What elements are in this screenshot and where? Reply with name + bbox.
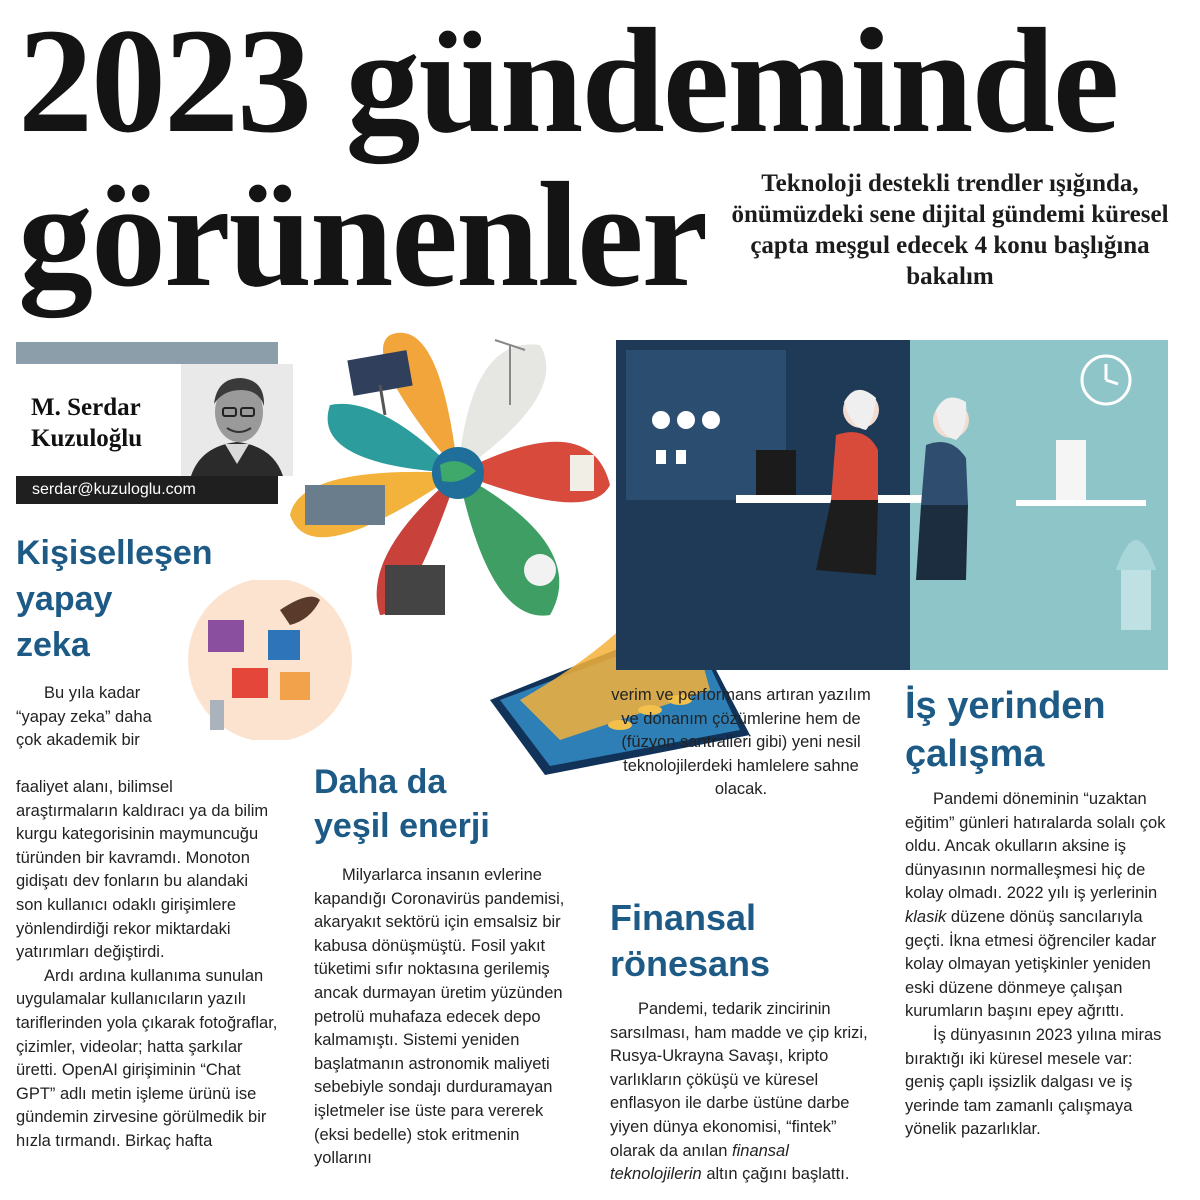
puzzle-piece-icon — [268, 630, 300, 660]
deck-subheading: Teknoloji destekli trendler ışığında, önümüzdeki sene dijital gündemi küresel çapta meşgul edecek 4 konu başlığına bakalım — [731, 170, 1169, 290]
headline-line-1: 2023 gündeminde — [18, 0, 1118, 164]
ai-body-text: faaliyet alanı, bilimsel araştırmaların kaldıracı ya da bilim kurgu kategorisinin maymuncuğu türünden bir kavramdı. Monoton gidişatı dev fonların bu alandaki son kullanıcı odaklı girişimlere yönlendirdiği rekor miktardaki yatırımları değiştirdi. Ardı ardına kullanıma sunulan uygulamalar kullanıcıların yazılı tariflerinden yola çıkarak fotoğraflar, çizimler, videolar; hatta şarkılar üretti. OpenAI girişiminin “Chat GPT” adlı metin işleme ürünü ise gündemin zirvesine görülmedik bir hızla tırmandı. Birkaç hafta — [16, 778, 278, 1150]
section-title-green-energy: Daha da yeşil enerji — [314, 763, 490, 845]
author-photo — [181, 364, 293, 476]
section-title-finance: Finansal rönesans — [610, 897, 771, 984]
author-name: M. Serdar Kuzuloğlu — [31, 394, 143, 452]
continuation-text: verim ve performans artıran yazılım ve donanım çözümlerine hem de (füzyon santralleri gibi) yeni nesil teknolojilerdeki hamlelere sahne olacak. — [611, 686, 871, 799]
remote-work-body-text: Pandemi döneminin “uzaktan eğitim” günleri hatıralarda solalı çok oldu. Ancak okulların aksine iş dünyasının normalleşmesi hiç de kolay olmadı. 2022 yılı iş yerlerinin klasik düzene dönüş sancılarıyla geçti. İkna etmesi öğrenciler kadar kolay olmayan yetişkinler yeniden eski düzene dönmeye çalışan kurumların başını epey ağrıttı. İş dünyasının 2023 yılına miras bıraktığı iki küresel mesele var: geniş çaplı işsizlik dalgası ve iş yerinde tam zamanlı çalışmaya yönelik pazarlıklar. — [905, 790, 1166, 1139]
section-title-remote-work: İş yerinden çalışma — [905, 685, 1106, 775]
puzzle-piece-icon — [232, 668, 268, 698]
section-title-ai: Kişiselleşen yapay zeka — [16, 534, 213, 664]
author-email: serdar@kuzuloglu.com — [16, 476, 278, 504]
author-bar — [16, 342, 278, 364]
finance-body-text: Pandemi, tedarik zincirinin sarsılması, ham madde ve çip krizi, Rusya-Ukrayna Savaşı, kripto varlıkların çöküşü ve küresel enflasyon ile darbe üstüne darbe yiyen dünya ekonomisi, “fintek” olarak da anılan finansal teknolojilerin altın çağını başlattı. — [610, 1000, 868, 1184]
laptop-icon — [756, 450, 796, 495]
puzzle-piece-icon — [280, 672, 310, 700]
monitor-icon — [1056, 440, 1086, 500]
ai-intro-text: Bu yıla kadar “yapay zeka” daha çok akademik bir — [16, 684, 152, 750]
headline-line-2: görünenler — [18, 152, 707, 318]
h2-label: H2 — [563, 559, 579, 573]
green-energy-body-text: Milyarlarca insanın evlerine kapandığı Coronavirüs pandemisi, akaryakıt sektörü için emsalsiz bir kabusa dönüşmüştü. Fosil yakıt tüketimi sıfır noktasına gerilemiş ancak durmayan üretim yüzünden petrolü muhafaza edecek depo kalmamıştı. Sistemi yeniden başlatmanın astronomik maliyeti sebebiyle sondajı durduramayan işletmeler ise üste para vererek (eksi bedelle) stok eritmenin yollarını — [314, 866, 565, 1168]
remote-work-illustration — [616, 340, 1168, 670]
